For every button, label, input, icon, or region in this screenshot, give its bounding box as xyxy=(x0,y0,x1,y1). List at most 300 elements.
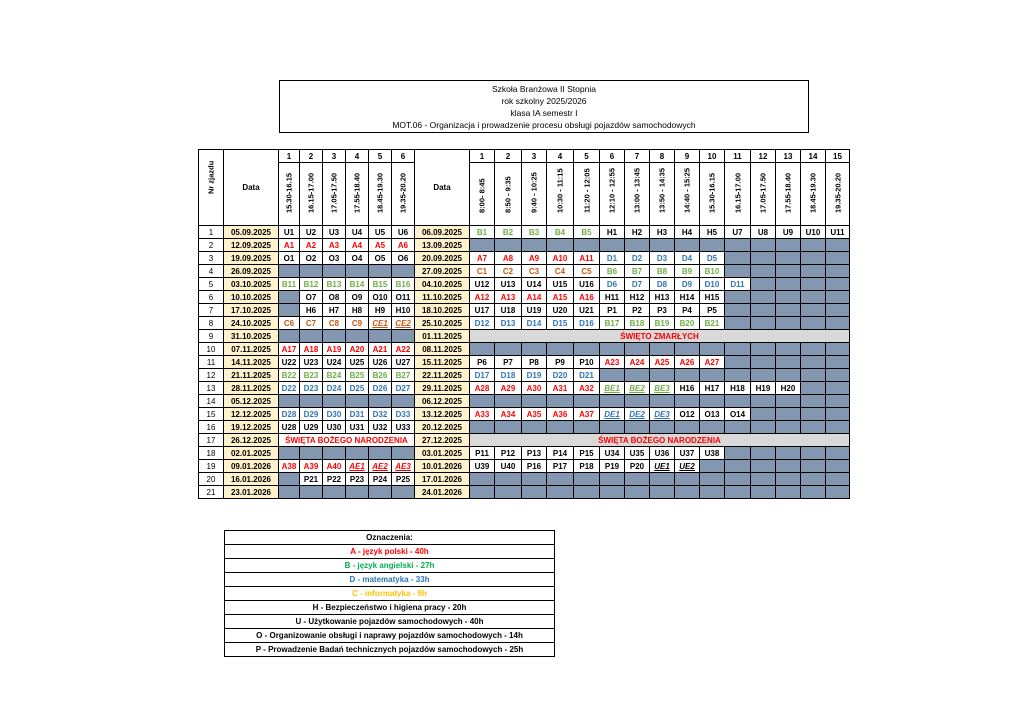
empty-slot xyxy=(323,486,346,499)
lesson-cell: D2 xyxy=(625,252,650,265)
lesson-cell: B15 xyxy=(369,278,392,291)
friday-date: 31.10.2025 xyxy=(224,330,279,343)
saturday-date: 25.10.2025 xyxy=(415,317,470,330)
lesson-cell: D32 xyxy=(369,408,392,421)
saturday-date: 13.12.2025 xyxy=(415,408,470,421)
empty-slot xyxy=(700,473,725,486)
lesson-cell: P7 xyxy=(495,356,522,369)
empty-slot xyxy=(574,473,600,486)
lesson-cell: B24 xyxy=(323,369,346,382)
time-header-right xyxy=(801,163,826,226)
lesson-cell: B10 xyxy=(700,265,725,278)
lesson-cell: B14 xyxy=(346,278,369,291)
lesson-cell: P13 xyxy=(522,447,547,460)
time-header-left xyxy=(346,163,369,226)
lesson-cell: P18 xyxy=(574,460,600,473)
lesson-cell: A20 xyxy=(346,343,369,356)
lesson-cell: AE2 xyxy=(369,460,392,473)
empty-slot xyxy=(826,421,850,434)
lesson-cell: B27 xyxy=(392,369,415,382)
legend-item: D - matematyka - 33h xyxy=(225,573,555,587)
holiday-banner-right: ŚWIĘTO ZMARŁYCH xyxy=(470,330,850,343)
lesson-cell: A31 xyxy=(547,382,574,395)
time-label: 17.55-18.40 xyxy=(352,172,362,213)
empty-slot xyxy=(346,330,369,343)
empty-slot xyxy=(801,395,826,408)
friday-date: 12.12.2025 xyxy=(224,408,279,421)
empty-slot xyxy=(700,343,725,356)
lesson-cell: H17 xyxy=(700,382,725,395)
lesson-cell: B3 xyxy=(522,226,547,239)
lesson-cell: B8 xyxy=(650,265,675,278)
lesson-cell: CE2 xyxy=(392,317,415,330)
empty-slot xyxy=(675,486,700,499)
time-label: 8:50 - 9:35 xyxy=(503,176,513,213)
lesson-cell: D20 xyxy=(547,369,574,382)
lesson-cell: A10 xyxy=(547,252,574,265)
empty-slot xyxy=(801,317,826,330)
empty-slot xyxy=(776,317,801,330)
time-label: 9:40 - 10:25 xyxy=(529,172,539,213)
lesson-cell: B12 xyxy=(300,278,323,291)
lesson-cell: P23 xyxy=(346,473,369,486)
empty-slot xyxy=(625,343,650,356)
empty-slot xyxy=(751,265,776,278)
lesson-cell: U4 xyxy=(346,226,369,239)
empty-slot xyxy=(776,252,801,265)
row-number: 9 xyxy=(199,330,224,343)
empty-slot xyxy=(725,356,751,369)
lesson-cell: U32 xyxy=(369,421,392,434)
time-header-left xyxy=(369,163,392,226)
lesson-cell: U12 xyxy=(470,278,495,291)
empty-slot xyxy=(300,486,323,499)
lesson-cell: D22 xyxy=(279,382,300,395)
saturday-date: 27.09.2025 xyxy=(415,265,470,278)
slot-number-right: 15 xyxy=(826,150,850,163)
lesson-cell: A8 xyxy=(495,252,522,265)
empty-slot xyxy=(801,460,826,473)
empty-slot xyxy=(522,395,547,408)
friday-date: 19.12.2025 xyxy=(224,421,279,434)
empty-slot xyxy=(751,317,776,330)
lesson-cell: U34 xyxy=(600,447,625,460)
empty-slot xyxy=(725,447,751,460)
date-header-right: Data xyxy=(415,150,470,226)
empty-slot xyxy=(346,486,369,499)
lesson-cell: C2 xyxy=(495,265,522,278)
empty-slot xyxy=(279,265,300,278)
lesson-cell: D3 xyxy=(650,252,675,265)
lesson-cell: A2 xyxy=(300,239,323,252)
lesson-cell: H7 xyxy=(323,304,346,317)
empty-slot xyxy=(470,421,495,434)
saturday-date: 01.11.2025 xyxy=(415,330,470,343)
row-number: 21 xyxy=(199,486,224,499)
school-name: Szkoła Branżowa II Stopnia xyxy=(492,84,596,94)
lesson-cell: D18 xyxy=(495,369,522,382)
time-label: 14:40 - 15:25 xyxy=(682,167,692,213)
empty-slot xyxy=(700,395,725,408)
lesson-cell: O10 xyxy=(369,291,392,304)
lesson-cell: H12 xyxy=(625,291,650,304)
empty-slot xyxy=(826,252,850,265)
empty-slot xyxy=(547,395,574,408)
lesson-cell: D1 xyxy=(600,252,625,265)
nr-zjazdu-label: Nr zjazdu xyxy=(206,160,216,194)
empty-slot xyxy=(776,239,801,252)
lesson-cell: A26 xyxy=(675,356,700,369)
schedule-row xyxy=(199,265,850,278)
empty-slot xyxy=(801,486,826,499)
empty-slot xyxy=(675,395,700,408)
time-label: 12:10 - 12:55 xyxy=(607,167,617,213)
lesson-cell: B4 xyxy=(547,226,574,239)
lesson-cell: A5 xyxy=(369,239,392,252)
lesson-cell: D12 xyxy=(470,317,495,330)
lesson-cell: P21 xyxy=(300,473,323,486)
lesson-cell: O2 xyxy=(300,252,323,265)
saturday-date: 06.09.2025 xyxy=(415,226,470,239)
friday-date: 02.01.2025 xyxy=(224,447,279,460)
empty-slot xyxy=(495,486,522,499)
empty-slot xyxy=(574,395,600,408)
empty-slot xyxy=(369,447,392,460)
empty-slot xyxy=(574,343,600,356)
row-number: 16 xyxy=(199,421,224,434)
empty-slot xyxy=(776,421,801,434)
empty-slot xyxy=(279,473,300,486)
empty-slot xyxy=(776,486,801,499)
empty-slot xyxy=(725,369,751,382)
row-number: 17 xyxy=(199,434,224,447)
empty-slot xyxy=(574,486,600,499)
empty-slot xyxy=(801,252,826,265)
lesson-cell: D5 xyxy=(700,252,725,265)
empty-slot xyxy=(392,395,415,408)
saturday-date: 27.12.2025 xyxy=(415,434,470,447)
slot-number-left: 5 xyxy=(369,150,392,163)
empty-slot xyxy=(776,304,801,317)
empty-slot xyxy=(279,291,300,304)
empty-slot xyxy=(600,343,625,356)
time-label: 15.30-16.15 xyxy=(707,172,717,213)
lesson-cell: D4 xyxy=(675,252,700,265)
row-number: 20 xyxy=(199,473,224,486)
empty-slot xyxy=(279,395,300,408)
time-header-left xyxy=(392,163,415,226)
lesson-cell: A6 xyxy=(392,239,415,252)
saturday-date: 04.10.2025 xyxy=(415,278,470,291)
empty-slot xyxy=(369,265,392,278)
lesson-cell: U6 xyxy=(392,226,415,239)
lesson-cell: A18 xyxy=(300,343,323,356)
time-header-right xyxy=(725,163,751,226)
lesson-cell: U15 xyxy=(547,278,574,291)
empty-slot xyxy=(522,343,547,356)
time-header-right xyxy=(675,163,700,226)
time-label: 19.35-20.20 xyxy=(833,172,842,213)
lesson-cell: U2 xyxy=(300,226,323,239)
lesson-cell: P8 xyxy=(522,356,547,369)
empty-slot xyxy=(650,369,675,382)
empty-slot xyxy=(300,395,323,408)
time-label: 17.05-17.50 xyxy=(758,172,768,213)
empty-slot xyxy=(801,421,826,434)
empty-slot xyxy=(826,291,850,304)
lesson-cell: O7 xyxy=(300,291,323,304)
empty-slot xyxy=(751,239,776,252)
empty-slot xyxy=(547,473,574,486)
schedule-row xyxy=(199,408,850,421)
qualification-title: MOT.06 - Organizacja i prowadzenie procesu obsługi pojazdów samochodowych xyxy=(392,120,696,130)
empty-slot xyxy=(725,317,751,330)
empty-slot xyxy=(700,421,725,434)
lesson-cell: U19 xyxy=(522,304,547,317)
lesson-cell: A29 xyxy=(495,382,522,395)
empty-slot xyxy=(495,421,522,434)
row-number: 3 xyxy=(199,252,224,265)
empty-slot xyxy=(751,395,776,408)
empty-slot xyxy=(751,408,776,421)
empty-slot xyxy=(725,252,751,265)
saturday-date: 13.09.2025 xyxy=(415,239,470,252)
lesson-cell: H18 xyxy=(725,382,751,395)
lesson-cell: H13 xyxy=(650,291,675,304)
friday-date: 09.01.2026 xyxy=(224,460,279,473)
lesson-cell: D24 xyxy=(323,382,346,395)
empty-slot xyxy=(522,473,547,486)
schedule-row xyxy=(199,317,850,330)
lesson-cell: P4 xyxy=(675,304,700,317)
lesson-cell: A32 xyxy=(574,382,600,395)
empty-slot xyxy=(801,291,826,304)
time-header-right xyxy=(600,163,625,226)
lesson-cell: UE1 xyxy=(650,460,675,473)
schedule-row xyxy=(199,304,850,317)
lesson-cell: P3 xyxy=(650,304,675,317)
lesson-cell: U18 xyxy=(495,304,522,317)
slot-number-right: 7 xyxy=(625,150,650,163)
legend-title: Oznaczenia: xyxy=(225,531,555,545)
schedule-row xyxy=(199,486,850,499)
lesson-cell: U5 xyxy=(369,226,392,239)
lesson-cell: U38 xyxy=(700,447,725,460)
empty-slot xyxy=(776,369,801,382)
schedule-row xyxy=(199,278,850,291)
empty-slot xyxy=(776,291,801,304)
lesson-cell: O13 xyxy=(700,408,725,421)
lesson-cell: A25 xyxy=(650,356,675,369)
empty-slot xyxy=(600,369,625,382)
lesson-cell: U21 xyxy=(574,304,600,317)
empty-slot xyxy=(826,278,850,291)
legend-item: A - język polski - 40h xyxy=(225,545,555,559)
lesson-cell: U33 xyxy=(392,421,415,434)
lesson-cell: U28 xyxy=(279,421,300,434)
friday-date: 21.11.2025 xyxy=(224,369,279,382)
lesson-cell: B17 xyxy=(600,317,625,330)
lesson-cell: D17 xyxy=(470,369,495,382)
lesson-cell: D13 xyxy=(495,317,522,330)
lesson-cell: A35 xyxy=(522,408,547,421)
empty-slot xyxy=(776,343,801,356)
row-number: 1 xyxy=(199,226,224,239)
legend-item: B - język angielski - 27h xyxy=(225,559,555,573)
saturday-date: 29.11.2025 xyxy=(415,382,470,395)
empty-slot xyxy=(574,239,600,252)
empty-slot xyxy=(801,343,826,356)
lesson-cell: A14 xyxy=(522,291,547,304)
time-label: 10:30 - 11:15 xyxy=(555,168,565,213)
lesson-cell: D9 xyxy=(675,278,700,291)
saturday-date: 18.10.2025 xyxy=(415,304,470,317)
schedule-row xyxy=(199,343,850,356)
lesson-cell: C3 xyxy=(522,265,547,278)
empty-slot xyxy=(801,356,826,369)
empty-slot xyxy=(826,317,850,330)
empty-slot xyxy=(725,395,751,408)
lesson-cell: A12 xyxy=(470,291,495,304)
row-number: 14 xyxy=(199,395,224,408)
lesson-cell: P2 xyxy=(625,304,650,317)
time-label: 13:00 - 13:45 xyxy=(632,167,642,213)
lesson-cell: H9 xyxy=(369,304,392,317)
saturday-date: 10.01.2026 xyxy=(415,460,470,473)
time-header-right xyxy=(547,163,574,226)
time-header-right xyxy=(574,163,600,226)
lesson-cell: U25 xyxy=(346,356,369,369)
lesson-cell: H19 xyxy=(751,382,776,395)
time-header-right xyxy=(776,163,801,226)
empty-slot xyxy=(522,239,547,252)
lesson-cell: U37 xyxy=(675,447,700,460)
lesson-cell: O5 xyxy=(369,252,392,265)
empty-slot xyxy=(801,473,826,486)
slot-number-right: 1 xyxy=(470,150,495,163)
lesson-cell: O14 xyxy=(725,408,751,421)
lesson-cell: D19 xyxy=(522,369,547,382)
empty-slot xyxy=(751,291,776,304)
lesson-cell: A13 xyxy=(495,291,522,304)
empty-slot xyxy=(675,239,700,252)
empty-slot xyxy=(725,473,751,486)
empty-slot xyxy=(300,447,323,460)
lesson-cell: A33 xyxy=(470,408,495,421)
time-header-right xyxy=(650,163,675,226)
slot-number-right: 11 xyxy=(725,150,751,163)
lesson-cell: A24 xyxy=(625,356,650,369)
schedule-row xyxy=(199,226,850,239)
empty-slot xyxy=(470,343,495,356)
slot-number-right: 12 xyxy=(751,150,776,163)
row-number: 19 xyxy=(199,460,224,473)
lesson-cell: D14 xyxy=(522,317,547,330)
empty-slot xyxy=(650,343,675,356)
empty-slot xyxy=(826,356,850,369)
empty-slot xyxy=(495,395,522,408)
empty-slot xyxy=(801,369,826,382)
empty-slot xyxy=(826,473,850,486)
empty-slot xyxy=(392,447,415,460)
row-number: 15 xyxy=(199,408,224,421)
empty-slot xyxy=(279,447,300,460)
lesson-cell: C4 xyxy=(547,265,574,278)
lesson-cell: A21 xyxy=(369,343,392,356)
empty-slot xyxy=(346,265,369,278)
row-number: 4 xyxy=(199,265,224,278)
lesson-cell: O3 xyxy=(323,252,346,265)
friday-date: 23.01.2026 xyxy=(224,486,279,499)
lesson-cell: A15 xyxy=(547,291,574,304)
lesson-cell: AE1 xyxy=(346,460,369,473)
lesson-cell: B16 xyxy=(392,278,415,291)
holiday-banner-left: ŚWIĘTA BOŻEGO NARODZENIA xyxy=(279,434,415,447)
empty-slot xyxy=(776,278,801,291)
empty-slot xyxy=(650,239,675,252)
time-header-left xyxy=(323,163,346,226)
lesson-cell: D7 xyxy=(625,278,650,291)
saturday-date: 15.11.2025 xyxy=(415,356,470,369)
lesson-cell: P5 xyxy=(700,304,725,317)
schedule-row xyxy=(199,369,850,382)
legend-item: P - Prowadzenie Badań technicznych pojazdów samochodowych - 25h xyxy=(225,643,555,657)
row-number: 2 xyxy=(199,239,224,252)
legend-table xyxy=(224,530,555,657)
time-header-right xyxy=(495,163,522,226)
lesson-cell: A19 xyxy=(323,343,346,356)
row-number: 6 xyxy=(199,291,224,304)
school-year: rok szkolny 2025/2026 xyxy=(501,96,587,106)
lesson-cell: U20 xyxy=(547,304,574,317)
lesson-cell: DE3 xyxy=(650,408,675,421)
slot-number-right: 2 xyxy=(495,150,522,163)
slot-number-right: 3 xyxy=(522,150,547,163)
friday-date: 05.09.2025 xyxy=(224,226,279,239)
lesson-cell: A38 xyxy=(279,460,300,473)
lesson-cell: D29 xyxy=(300,408,323,421)
empty-slot xyxy=(826,408,850,421)
lesson-cell: B23 xyxy=(300,369,323,382)
lesson-cell: B5 xyxy=(574,226,600,239)
lesson-cell: BE1 xyxy=(600,382,625,395)
friday-date: 03.10.2025 xyxy=(224,278,279,291)
lesson-cell: U27 xyxy=(392,356,415,369)
lesson-cell: P24 xyxy=(369,473,392,486)
lesson-cell: D11 xyxy=(725,278,751,291)
lesson-cell: O11 xyxy=(392,291,415,304)
empty-slot xyxy=(826,382,850,395)
lesson-cell: B21 xyxy=(700,317,725,330)
schedule-row xyxy=(199,434,850,447)
friday-date: 28.11.2025 xyxy=(224,382,279,395)
lesson-cell: U30 xyxy=(323,421,346,434)
empty-slot xyxy=(826,304,850,317)
empty-slot xyxy=(600,473,625,486)
row-number: 12 xyxy=(199,369,224,382)
lesson-cell: D21 xyxy=(574,369,600,382)
slot-number-left: 6 xyxy=(392,150,415,163)
lesson-cell: H6 xyxy=(300,304,323,317)
empty-slot xyxy=(826,447,850,460)
time-label: 11:20 - 12:05 xyxy=(582,168,591,213)
empty-slot xyxy=(801,278,826,291)
saturday-date: 06.12.2025 xyxy=(415,395,470,408)
empty-slot xyxy=(392,265,415,278)
lesson-cell: D16 xyxy=(574,317,600,330)
lesson-cell: A17 xyxy=(279,343,300,356)
lesson-cell: D27 xyxy=(392,382,415,395)
